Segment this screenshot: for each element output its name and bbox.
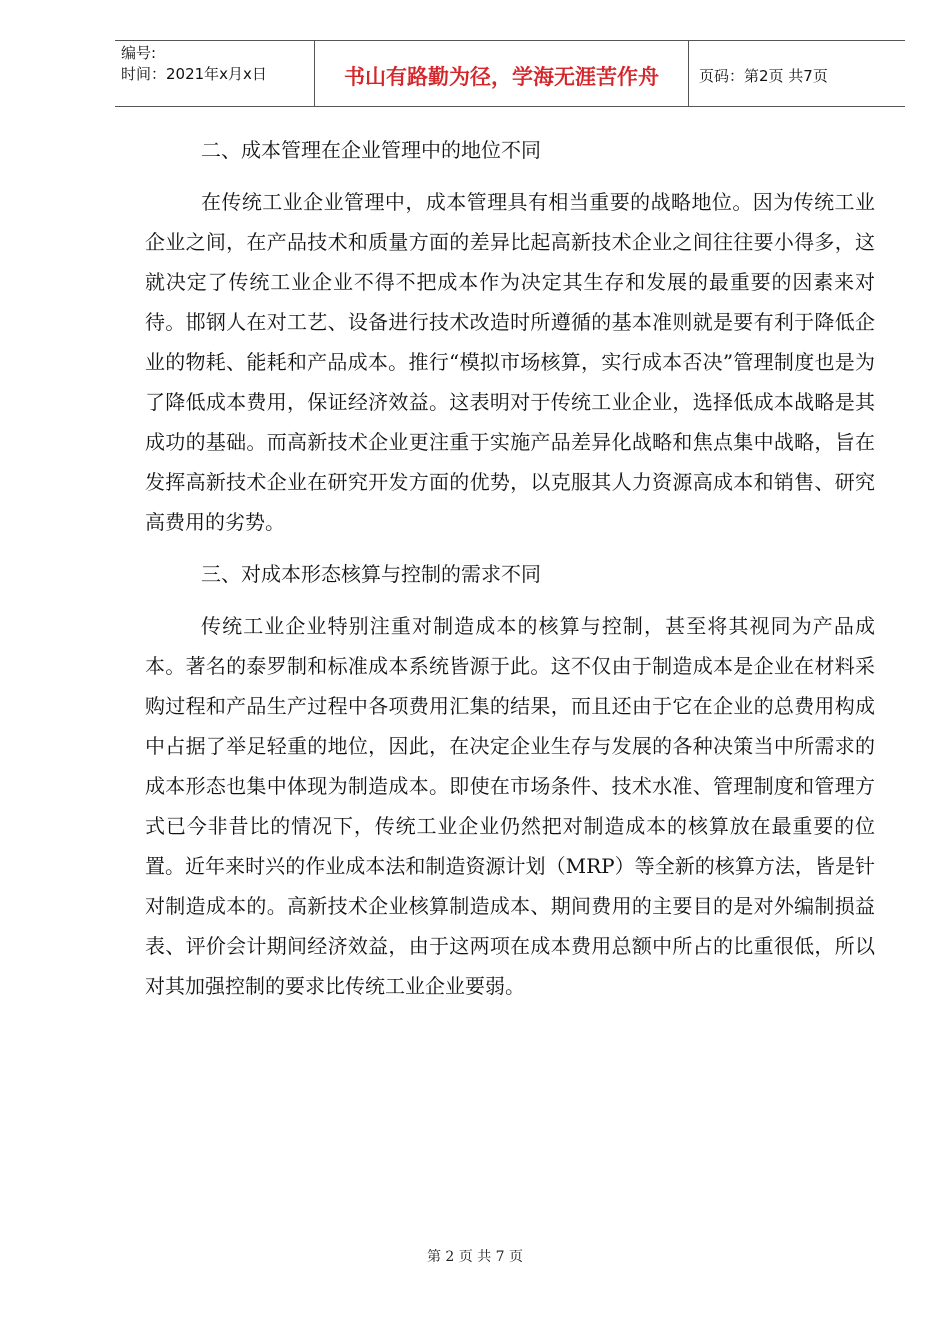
document-header: [115, 40, 905, 107]
document-number: 编号:: [121, 44, 157, 62]
document-date: 时间：2021年x月x日: [121, 65, 267, 83]
section-heading: 三、对成本形态核算与控制的需求不同: [201, 562, 541, 586]
header-motto: 书山有路勤为径，学海无涯苦作舟: [315, 41, 689, 106]
header-meta: [115, 41, 315, 106]
section-paragraph: 在传统工业企业管理中，成本管理具有相当重要的战略地位。因为传统工业企业之间，在产品技术和质量方面的差异比起高新技术企业之间往往要小得多，这就决定了传统工业企业不得不把成本作为决定其生存和发展的最重要的因素来对待。邯钢人在对工艺、设备进行技术改造时所遵循的基本准则就是要有利于降低企业的物耗、能耗和产品成本。推行“模拟市场核算，实行成本否决”管理制度也是为了降低成本费用，保证经济效益。这表明对于传统工业企业，选择低成本战略是其成功的基础。而高新技术企业更注重于实施产品差异化战略和焦点集中战略，旨在发挥高新技术企业在研究开发方面的优势，以克服其人力资源高成本和销售、研究高费用的劣势。: [145, 190, 875, 534]
document-body: [145, 130, 875, 1018]
page-footer: 第 2 页 共 7 页: [426, 1249, 524, 1265]
header-page-number: 页码：第2页 共7页: [699, 67, 828, 85]
section-paragraph: 传统工业企业特别注重对制造成本的核算与控制，甚至将其视同为产品成本。著名的泰罗制和标准成本系统皆源于此。这不仅由于制造成本是企业在材料采购过程和产品生产过程中各项费用汇集的结果，而且还由于它在企业的总费用构成中占据了举足轻重的地位，因此，在决定企业生存与发展的各种决策当中所需求的成本形态也集中体现为制造成本。即使在市场条件、技术水准、管理制度和管理方式已今非昔比的情况下，传统工业企业仍然把对制造成本的核算放在最重要的位置。近年来时兴的作业成本法和制造资源计划（MRP）等全新的核算方法，皆是针对制造成本的。高新技术企业核算制造成本、期间费用的主要目的是对外编制损益表、评价会计期间经济效益，由于这两项在成本费用总额中所占的比重很低，所以对其加强控制的要求比传统工业企业要弱。: [145, 614, 875, 998]
section-heading: 二、成本管理在企业管理中的地位不同: [201, 138, 541, 162]
